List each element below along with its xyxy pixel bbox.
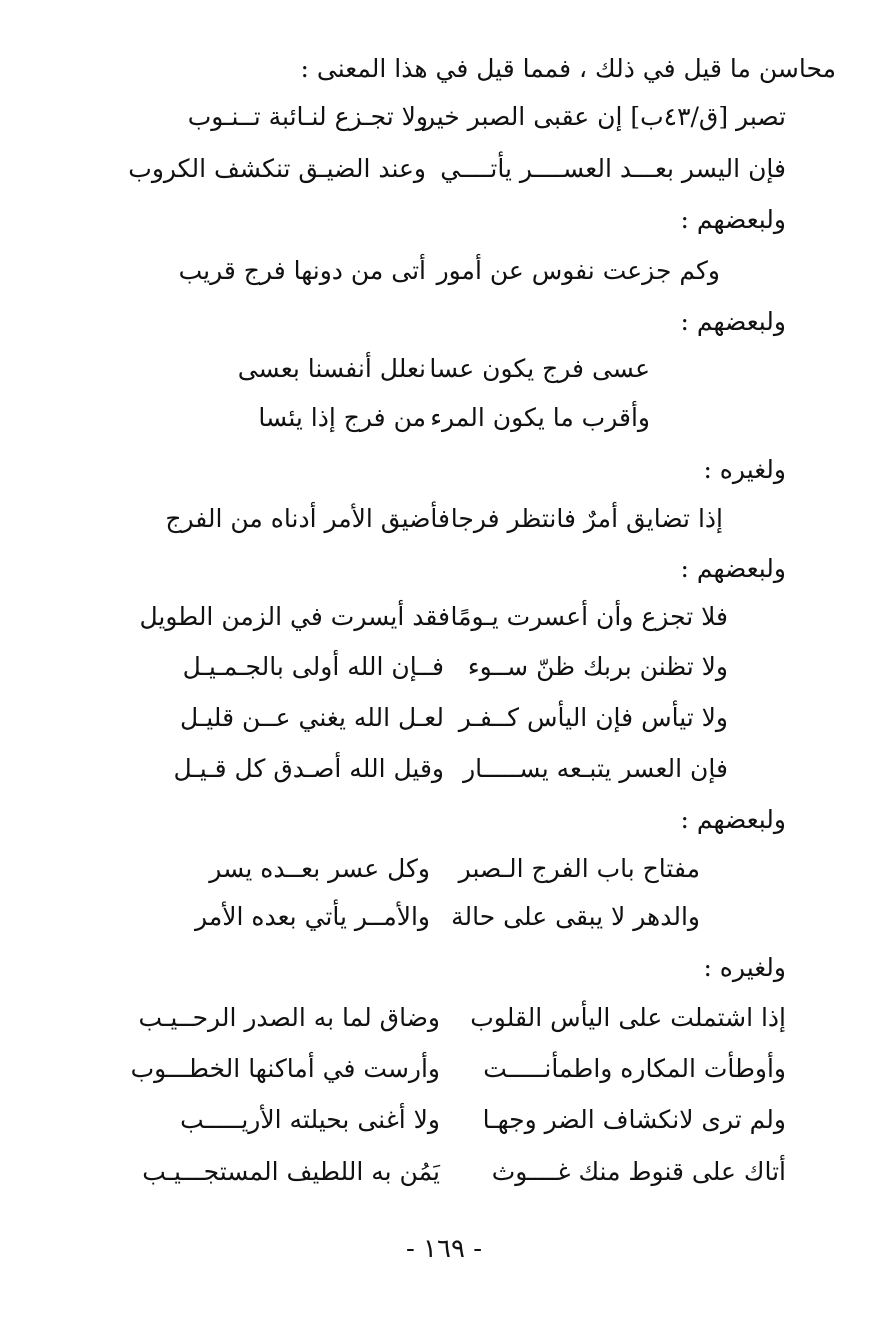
verse-hemistich-first: والدهر لا يبقى على حالة (451, 902, 700, 931)
verse-hemistich-second: وكل عسر بعــده يسر (209, 854, 430, 883)
verse-hemistich-second: فأضيق الأمر أدناه من الفرج (165, 504, 450, 533)
page-number: - ١٦٩ - (405, 1234, 483, 1264)
verse-hemistich-second: فقد أيسرت في الزمن الطويل (139, 602, 450, 631)
verse-hemistich-second: ولا تجـزع لنـائبة تــنـوب (187, 102, 428, 131)
verse-hemistich-first: عسى فرج يكون عسا (429, 354, 650, 383)
verse-hemistich-first: أتاك على قنوط منك غــــوث (491, 1157, 786, 1186)
section-label: ولبعضهم : (680, 554, 786, 583)
verse-hemistich-first: ولا تيأس فإن اليأس كــفـر (458, 703, 728, 732)
section-label: ولغيره : (703, 953, 786, 982)
section-label: ولغيره : (703, 455, 786, 484)
verse-hemistich-first: فإن اليسر بعـــد العســــر يأتــــي (440, 154, 786, 183)
verse-hemistich-first: ولم ترى لانكشاف الضر وجهـا (482, 1105, 786, 1134)
section-label: ولبعضهم : (680, 805, 786, 834)
verse-hemistich-first: وأوطأت المكاره واطمأنـــــت (483, 1054, 786, 1083)
section-label: ولبعضهم : (680, 307, 786, 336)
verse-hemistich-second: من فرج إذا يئسا (258, 403, 426, 432)
verse-hemistich-second: وضاق لما به الصدر الرحــيـب (138, 1003, 440, 1032)
verse-hemistich-first: ولا تظنن بربك ظنّ ســوء (467, 652, 728, 681)
verse-hemistich-second: وأرست في أماكنها الخطـــوب (130, 1054, 440, 1083)
verse-hemistich-first: فلا تجزع وأن أعسرت يـومًا (450, 602, 728, 631)
verse-hemistich-first: إذا تضايق أمرٌ فانتظر فرجا (450, 504, 723, 533)
verse-hemistich-second: والأمــر يأتي بعده الأمر (195, 902, 430, 931)
verse-hemistich-second: أتى من دونها فرج قريب (178, 256, 426, 285)
verse-hemistich-second: وعند الضيـق تنكشف الكروب (128, 154, 426, 183)
intro-line: محاسن ما قيل في ذلك ، فمما قيل في هذا المعنى : (300, 54, 836, 83)
verse-hemistich-first: إذا اشتملت على اليأس القلوب (470, 1003, 786, 1032)
verse-hemistich-first: فإن العسر يتبـعه يســـــار (463, 754, 728, 783)
verse-hemistich-second: فــإن الله أولى بالجـمـيـل (182, 652, 444, 681)
section-label: ولبعضهم : (680, 205, 786, 234)
verse-hemistich-second: يَمُن به اللطيف المستجـــيـب (142, 1157, 440, 1186)
verse-hemistich-second: ولا أغنى بحيلته الأريـــــب (180, 1105, 440, 1134)
verse-hemistich-second: لعـل الله يغني عــن قليـل (180, 703, 444, 732)
verse-hemistich-first: وأقرب ما يكون المرء (430, 403, 650, 432)
verse-hemistich-first: مفتاح باب الفرج الـصبر (458, 854, 700, 883)
verse-hemistich-second: وقيل الله أصـدق كل قـيـل (173, 754, 444, 783)
verse-hemistich-second: نعلل أنفسنا بعسى (237, 354, 426, 383)
verse-hemistich-first: تصبر [ق/٤٣ب] إن عقبى الصبر خير (422, 102, 786, 131)
verse-hemistich-first: وكم جزعت نفوس عن أمور (436, 256, 720, 285)
